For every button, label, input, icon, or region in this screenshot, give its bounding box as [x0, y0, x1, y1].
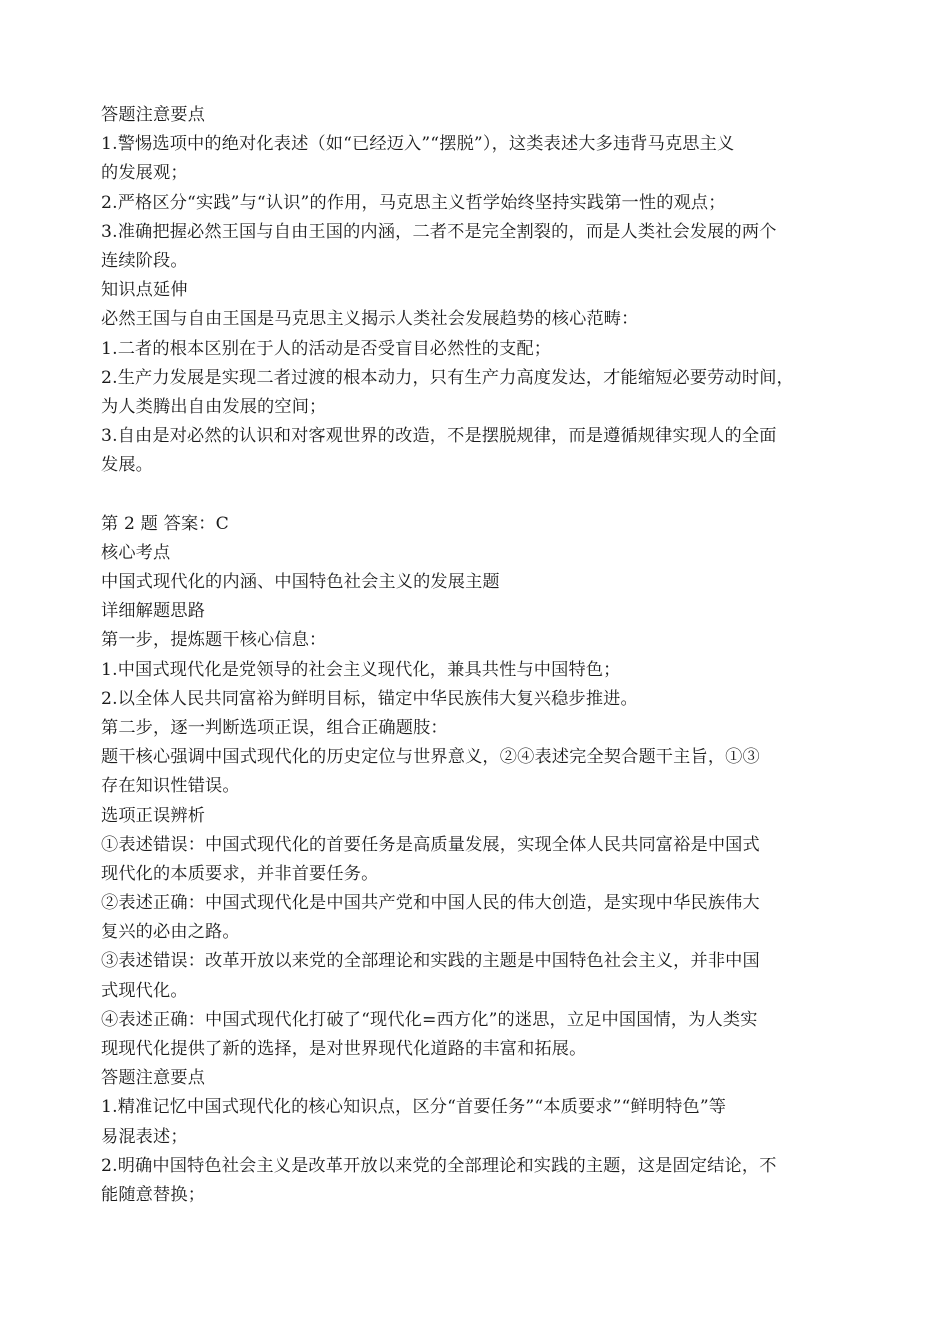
q2-tip-2-line-1: 2.明确中国特色社会主义是改革开放以来党的全部理论和实践的主题，这是固定结论，不	[101, 1155, 777, 1176]
tip-1-line-1: 1.警惕选项中的绝对化表述（如“已经迈入”“摆脱”），这类表述大多违背马克思主义	[101, 134, 735, 155]
step-1-item-2: 2.以全体人民共同富裕为鲜明目标，锚定中华民族伟大复兴稳步推进。	[101, 688, 638, 709]
analysis-1-line-1: ①表述错误：中国式现代化的首要任务是高质量发展，实现全体人民共同富裕是中国式	[101, 834, 760, 855]
extension-item-1-line-1: 1.二者的根本区别在于人的活动是否受盲目必然性的支配；	[101, 338, 552, 359]
tip-3-line-2: 连续阶段。	[101, 250, 188, 271]
tips-heading: 答题注意要点	[101, 105, 206, 125]
core-text: 中国式现代化的内涵、中国特色社会主义的发展主题	[101, 572, 500, 592]
extension-intro: 必然王国与自由王国是马克思主义揭示人类社会发展趋势的核心范畴：	[101, 309, 639, 330]
extension-item-3-line-1: 3.自由是对必然的认识和对客观世界的改造，不是摆脱规律，而是遵循规律实现人的全面	[101, 426, 777, 447]
analysis-heading: 选项正误辨析	[101, 805, 206, 826]
step-2-heading: 第二步，逐一判断选项正误，组合正确题肢：	[101, 717, 448, 738]
tip-1-line-2: 的发展观；	[101, 163, 188, 184]
extension-item-3-line-2: 发展。	[101, 455, 154, 476]
document-page	[101, 101, 851, 1210]
analysis-2-line-2: 复兴的必由之路。	[101, 922, 240, 943]
q2-tip-2-line-2: 能随意替换；	[101, 1184, 206, 1205]
q2-tip-1-line-1: 1.精准记忆中国式现代化的核心知识点，区分“首要任务”“本质要求”“鲜明特色”等	[101, 1097, 727, 1118]
q2-tip-1-line-2: 易混表述；	[101, 1126, 188, 1147]
analysis-3-line-1: ③表述错误：改革开放以来党的全部理论和实践的主题是中国特色社会主义，并非中国	[101, 951, 760, 972]
tip-2-line-1: 2.严格区分“实践”与“认识”的作用，马克思主义哲学始终坚持实践第一性的观点；	[101, 192, 726, 213]
analysis-4-line-1: ④表述正确：中国式现代化打破了“现代化=西方化”的迷思，立足中国国情，为人类实	[101, 1009, 758, 1030]
approach-heading: 详细解题思路	[101, 601, 206, 622]
step-1-heading: 第一步，提炼题干核心信息：	[101, 630, 327, 651]
tip-3-line-1: 3.准确把握必然王国与自由王国的内涵，二者不是完全割裂的，而是人类社会发展的两个	[101, 221, 777, 242]
analysis-1-line-2: 现代化的本质要求，并非首要任务。	[101, 863, 379, 884]
analysis-2-line-1: ②表述正确：中国式现代化是中国共产党和中国人民的伟大创造，是实现中华民族伟大	[101, 893, 760, 914]
extension-heading: 知识点延伸	[101, 280, 188, 301]
step-1-item-1: 1.中国式现代化是党领导的社会主义现代化，兼具共性与中国特色；	[101, 659, 621, 680]
q2-tips-heading: 答题注意要点	[101, 1068, 206, 1089]
step-2-text-line-1: 题干核心强调中国式现代化的历史定位与世界意义，②④表述完全契合题干主旨，①③	[101, 747, 760, 768]
extension-item-2-line-2: 为人类腾出自由发展的空间；	[101, 396, 327, 417]
section-spacer	[101, 480, 851, 509]
step-2-text-line-2: 存在知识性错误。	[101, 776, 240, 797]
core-heading: 核心考点	[101, 542, 171, 563]
question-2-title: 第 2 题 答案：C	[101, 513, 229, 534]
analysis-3-line-2: 式现代化。	[101, 980, 188, 1001]
analysis-4-line-2: 现现代化提供了新的选择，是对世界现代化道路的丰富和拓展。	[101, 1039, 587, 1059]
extension-item-2-line-1: 2.生产力发展是实现二者过渡的根本动力，只有生产力高度发达，才能缩短必要劳动时间，	[101, 367, 794, 388]
